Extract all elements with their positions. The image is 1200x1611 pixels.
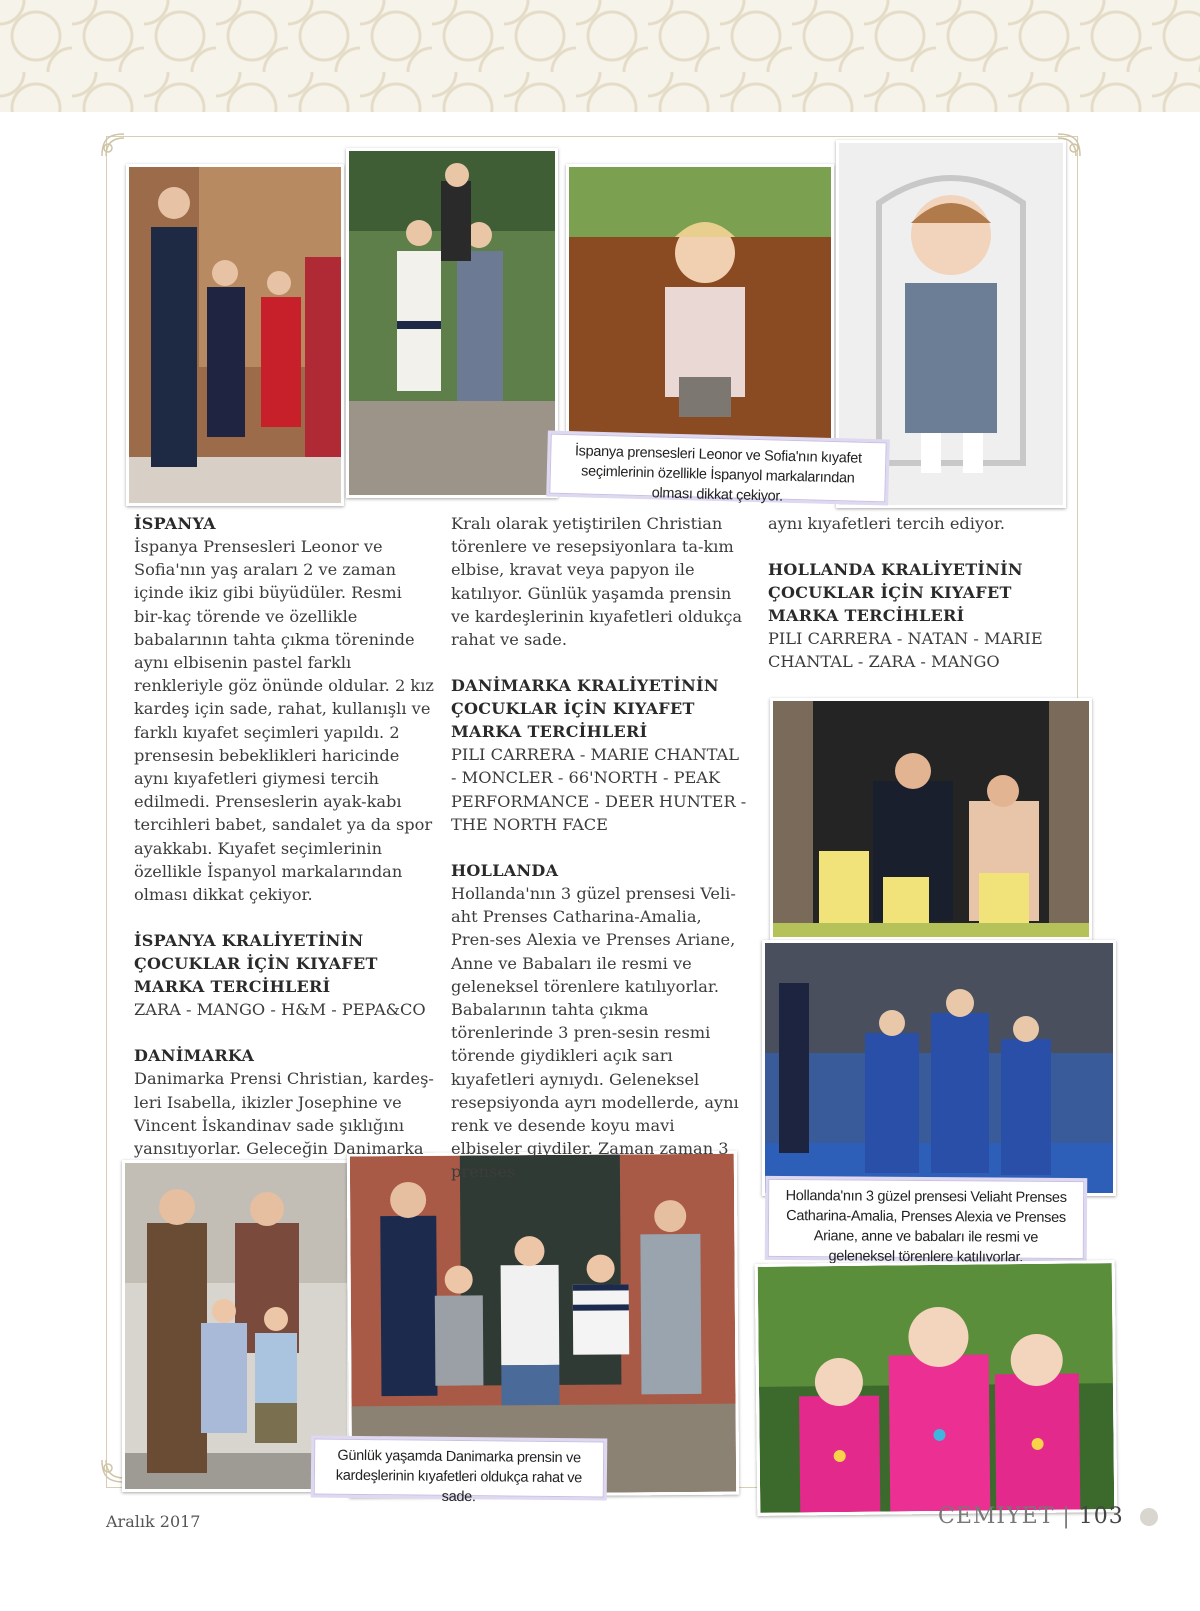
spain-body: İspanya Prensesleri Leonor ve Sofia'nın yaş araları 2 ve zaman içinde ikiz gibi büyüdüler. Resmi bir-kaç törende ve özellikle babalarının tahta çıkma töreninde aynı elbisenin pastel farklı renkleriyle göz önünde oldular. 2 kız kardeş için sade, rahat, kullanışlı ve farklı kıyafet seçimleri yapıldı. 2 prensesin bebeklikleri haricinde aynı kıyafetleri giymesi tercih edilmedi. Prenseslerin ayak-kabı tercihleri babet, sandalet ya da spor ayakkabı. Kıyafet seçimlerinin özellikle İspanyol markalarından olması dikkat çekiyor. xyxy=(134,537,434,905)
denmark-brands: PILI CARRERA - MARIE CHANTAL - MONCLER - 66'NORTH - PEAK PERFORMANCE - DEER HUNTER - THE NORTH FACE xyxy=(451,745,747,834)
page-number: 103 xyxy=(1078,1504,1124,1529)
page-dot-icon xyxy=(1140,1508,1158,1526)
photo-netherlands-blue-dresses xyxy=(762,940,1116,1196)
photo-netherlands-balcony xyxy=(770,698,1092,940)
article-column-3 xyxy=(768,512,1064,697)
section-heading-denmark: DANİMARKA xyxy=(134,1046,255,1066)
footer-date: Aralık 2017 xyxy=(106,1512,201,1531)
article-column-1 xyxy=(134,512,434,1183)
section-heading-spain: İSPANYA xyxy=(134,514,216,533)
spain-brands-heading: İSPANYA KRALİYETİNİN ÇOCUKLAR İÇİN KIYAFET MARKA TERCİHLERİ xyxy=(134,931,378,997)
caption-netherlands: Hollanda'nın 3 güzel prensesi Veliaht Prenses Catharina-Amalia, Prenses Alexia ve Prenses Ariane, anne ve babaları ile resmi ve geleneksel törenlere katılıyorlar. xyxy=(768,1179,1085,1259)
corner-ornament-icon xyxy=(98,130,128,160)
netherlands-body-1: Hollanda'nın 3 güzel prensesi Veli-aht Prenses Catharina-Amalia, Pren-ses Alexia ve Prenses Ariane, Anne ve Babaları ile resmi ve geleneksel törenlere katılıyorlar. Babalarının tahta çıkma törenlerinde 3 pren-sesin resmi törende giydikleri açık sarı kıyafetleri aynıydı. Geleneksel resepsiyonda ayrı modellerde, aynı renk ve desende koyu mavi elbiseler giydiler. Zaman zaman 3 prenses xyxy=(451,884,739,1182)
netherlands-brands: PILI CARRERA - NATAN - MARIE CHANTAL - ZARA - MANGO xyxy=(768,629,1043,672)
footer-separator: | xyxy=(1062,1504,1071,1529)
spain-brands: ZARA - MANGO - H&M - PEPA&CO xyxy=(134,1000,426,1020)
netherlands-brands-heading: HOLLANDA KRALİYETİNİN ÇOCUKLAR İÇİN KIYAFET MARKA TERCİHLERİ xyxy=(768,560,1023,626)
header-pattern xyxy=(0,0,1200,112)
denmark-brands-heading: DANİMARKA KRALİYETİNİN ÇOCUKLAR İÇİN KIYAFET MARKA TERCİHLERİ xyxy=(451,676,719,742)
photo-spain-family xyxy=(126,164,344,506)
magazine-name: CEMIYET xyxy=(938,1504,1055,1529)
photo-spain-sisters xyxy=(346,148,558,498)
netherlands-body-2: aynı kıyafetleri tercih ediyor. xyxy=(768,514,1005,533)
article-column-2 xyxy=(451,512,749,1207)
denmark-body-2: Kralı olarak yetiştirilen Christian törenlere ve resepsiyonlara ta-kım elbise, kravat veya papyon ile katılıyor. Günlük yaşamda prensin ve kardeşlerinin kıyafetleri oldukça rahat ve sade. xyxy=(451,514,743,650)
caption-denmark: Günlük yaşamda Danimarka prensin ve kardeşlerinin kıyafetleri oldukça rahat ve sade. xyxy=(314,1438,605,1497)
footer-page-mark xyxy=(938,1504,1158,1529)
section-heading-netherlands: HOLLANDA xyxy=(451,861,559,881)
caption-spain: İspanya prensesleri Leonor ve Sofia'nın kıyafet seçimlerinin özellikle İspanyol markalarından olması dikkat çekiyor. xyxy=(549,434,886,503)
denmark-body-1: Danimarka Prensi Christian, kardeş-leri Isabella, ikizler Josephine ve Vincent İskandinav sade şıklığını yansıtıyorlar. Geleceğin Danimarka xyxy=(134,1069,434,1159)
photo-netherlands-pink-dresses xyxy=(755,1260,1118,1516)
photo-leaves-girl xyxy=(566,164,834,442)
